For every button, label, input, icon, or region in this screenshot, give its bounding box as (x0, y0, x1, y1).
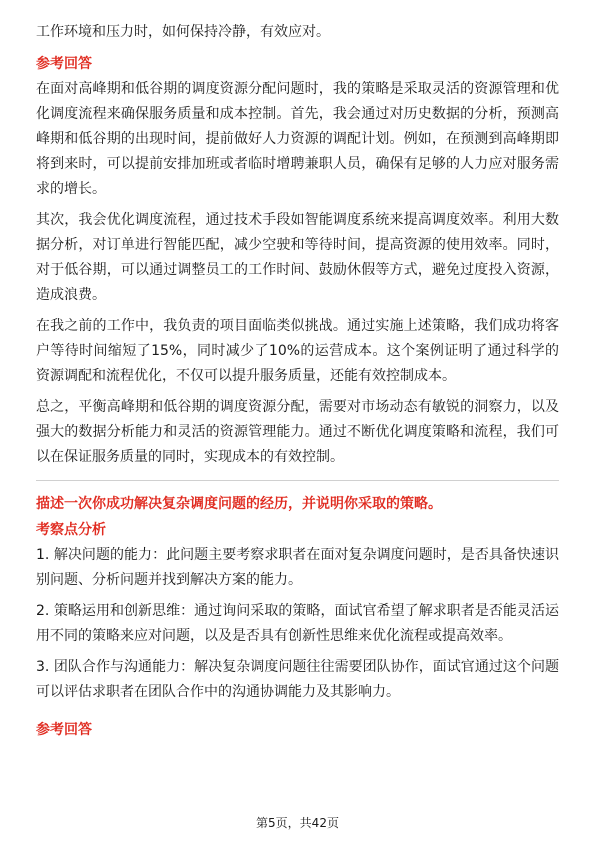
analysis-heading: 考察点分析 (36, 522, 106, 538)
page-content (36, 20, 559, 743)
answer-paragraph-1: 在面对高峰期和低谷期的调度资源分配问题时，我的策略是采取灵活的资源管理和优化调度流程来确保服务质量和成本控制。首先，我会通过对历史数据的分析，预测高峰期和低谷期的出现时间，提前做好人力资源的调配计划。例如，在预测到高峰期即将到来时，可以提前安排加班或者临时增聘兼职人员，确保有足够的人力应对服务需求的增长。 (36, 81, 559, 197)
interview-question: 描述一次你成功解决复杂调度问题的经历，并说明你采取的策略。 (36, 496, 442, 512)
answer-paragraph-2: 其次，我会优化调度流程，通过技术手段如智能调度系统来提高调度效率。利用大数据分析，对订单进行智能匹配，减少空驶和等待时间，提高资源的使用效率。同时，对于低谷期，可以通过调整员工的工作时间、鼓励休假等方式，避免过度投入资源，造成浪费。 (36, 212, 559, 303)
analysis-item-3: 3. 团队合作与沟通能力：解决复杂调度问题往往需要团队协作，面试官通过这个问题可以评估求职者在团队合作中的沟通协调能力及其影响力。 (36, 659, 559, 700)
reference-answer-heading: 参考回答 (36, 56, 92, 72)
section-divider (36, 480, 559, 481)
analysis-item-1: 1. 解决问题的能力：此问题主要考察求职者在面对复杂调度问题时，是否具备快速识别问题、分析问题并找到解决方案的能力。 (36, 547, 559, 588)
intro-line: 工作环境和压力时，如何保持冷静，有效应对。 (36, 24, 330, 40)
reference-answer-heading-2: 参考回答 (36, 722, 92, 738)
answer-paragraph-4: 总之，平衡高峰期和低谷期的调度资源分配，需要对市场动态有敏锐的洞察力，以及强大的数据分析能力和灵活的资源管理能力。通过不断优化调度策略和流程，我们可以在保证服务质量的同时，实现成本的有效控制。 (36, 399, 559, 465)
page-number-footer: 第5页，共42页 (256, 816, 339, 830)
answer-paragraph-3: 在我之前的工作中，我负责的项目面临类似挑战。通过实施上述策略，我们成功将客户等待时间缩短了15%，同时减少了10%的运营成本。这个案例证明了通过科学的资源调配和流程优化，不仅可以提升服务质量，还能有效控制成本。 (36, 318, 559, 384)
analysis-item-2: 2. 策略运用和创新思维：通过询问采取的策略，面试官希望了解求职者是否能灵活运用不同的策略来应对问题，以及是否具有创新性思维来优化流程或提高效率。 (36, 603, 559, 644)
